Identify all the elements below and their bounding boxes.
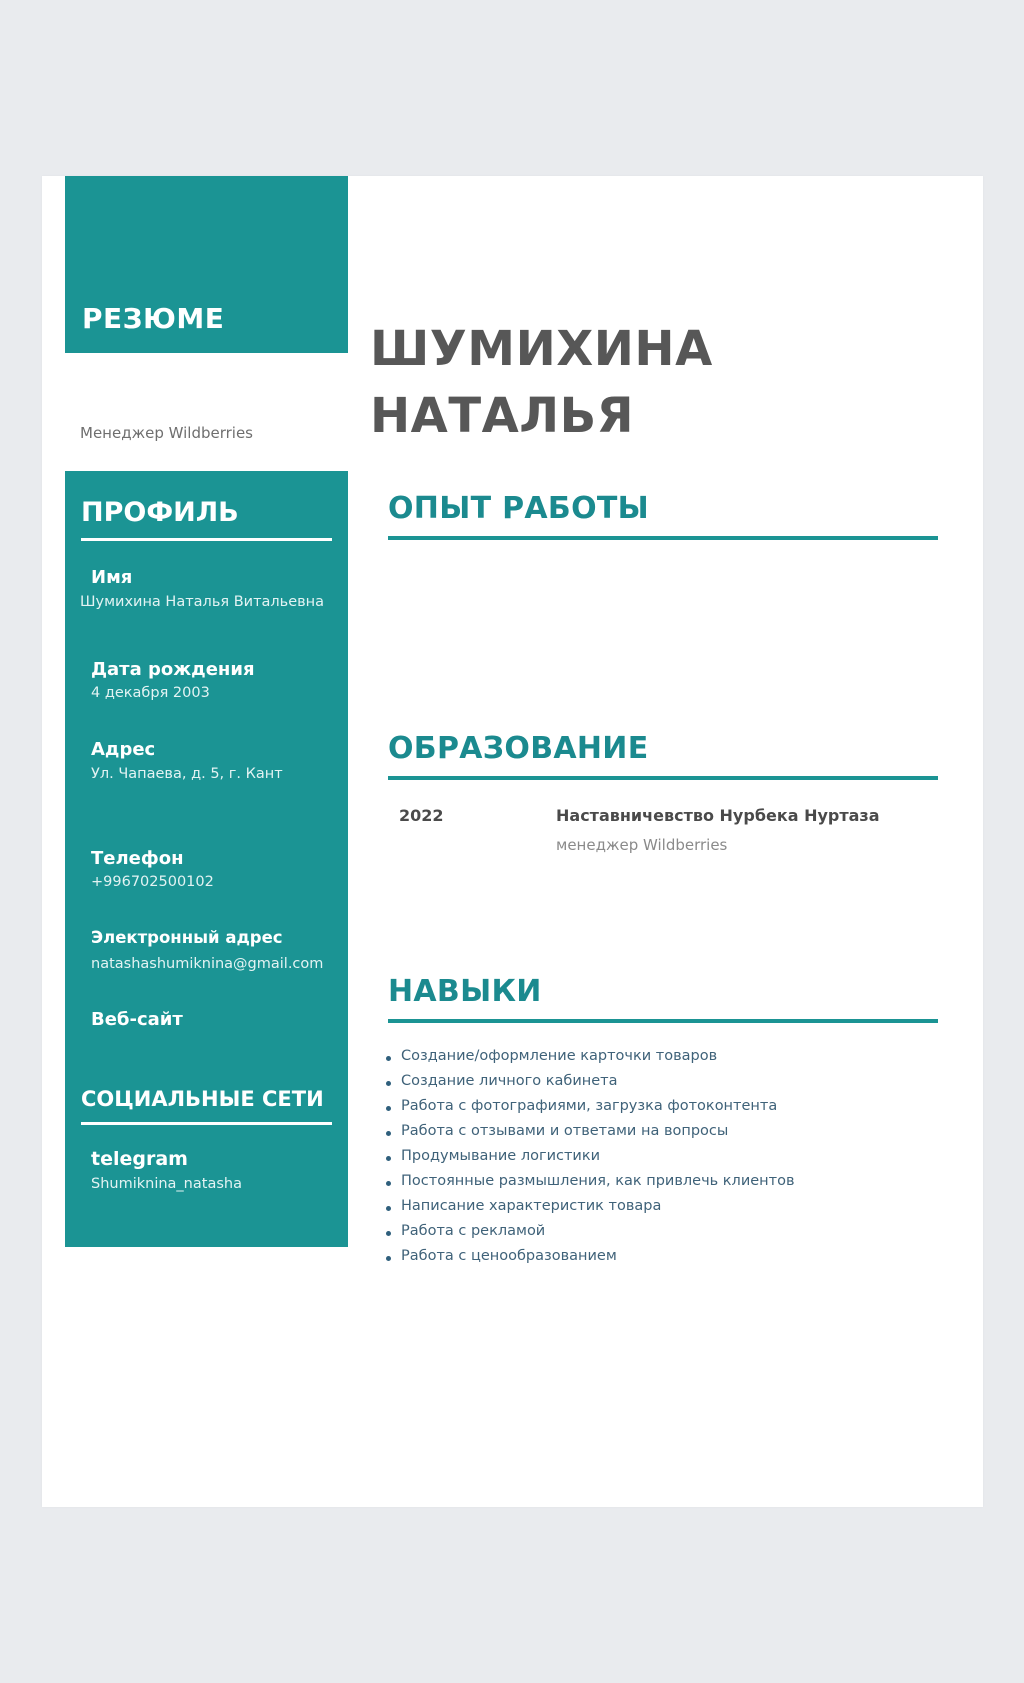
phone-value: +996702500102 <box>91 874 214 890</box>
education-title: Наставничевство Нурбека Нуртаза <box>556 806 880 825</box>
telegram-value: Shumiknina_natasha <box>91 1176 242 1192</box>
education-subtitle: менеджер Wildberries <box>556 836 728 854</box>
email-label: Электронный адрес <box>91 928 283 947</box>
bullet-icon <box>386 1131 391 1136</box>
job-title: Менеджер Wildberries <box>80 424 253 442</box>
skill-text: Работа с отзывами и ответами на вопросы <box>401 1123 729 1139</box>
birth-date-value: 4 декабря 2003 <box>91 685 210 701</box>
profile-sidebar <box>65 471 348 1247</box>
bullet-icon <box>386 1256 391 1261</box>
bullet-icon <box>386 1231 391 1236</box>
education-heading: ОБРАЗОВАНИЕ <box>388 731 649 766</box>
skill-text: Написание характеристик товара <box>401 1198 662 1214</box>
skill-text: Создание личного кабинета <box>401 1073 618 1089</box>
skills-list <box>386 1048 795 1273</box>
name-label: Имя <box>91 567 133 588</box>
birth-date-label: Дата рождения <box>91 659 255 680</box>
skill-text: Работа с ценообразованием <box>401 1248 617 1264</box>
list-item <box>386 1098 795 1123</box>
website-label: Веб-сайт <box>91 1009 183 1030</box>
bullet-icon <box>386 1106 391 1111</box>
profile-divider <box>81 538 332 541</box>
skills-heading: НАВЫКИ <box>388 974 542 1009</box>
phone-label: Телефон <box>91 848 184 869</box>
profile-heading: ПРОФИЛЬ <box>81 497 239 528</box>
list-item <box>386 1123 795 1148</box>
email-value: natashashumiknina@gmail.com <box>91 956 324 972</box>
bullet-icon <box>386 1206 391 1211</box>
bullet-icon <box>386 1056 391 1061</box>
telegram-label: telegram <box>91 1148 188 1170</box>
resume-title-block <box>65 176 348 353</box>
skill-text: Работа с фотографиями, загрузка фотоконтента <box>401 1098 778 1114</box>
resume-title: РЕЗЮМЕ <box>82 302 225 335</box>
skill-text: Постоянные размышления, как привлечь клиентов <box>401 1173 795 1189</box>
social-divider-placeholder <box>81 1122 332 1125</box>
list-item <box>386 1073 795 1098</box>
skill-text: Работа с рекламой <box>401 1223 546 1239</box>
list-item <box>386 1198 795 1223</box>
resume-page <box>42 176 983 1507</box>
education-divider <box>388 776 938 780</box>
bullet-icon <box>386 1081 391 1086</box>
skills-divider <box>388 1019 938 1023</box>
bullet-icon <box>386 1181 391 1186</box>
education-year: 2022 <box>399 806 444 825</box>
experience-divider <box>388 536 938 540</box>
list-item <box>386 1148 795 1173</box>
person-name-heading: ШУМИХИНА НАТАЛЬЯ <box>370 321 713 444</box>
list-item <box>386 1173 795 1198</box>
list-item <box>386 1223 795 1248</box>
skill-text: Создание/оформление карточки товаров <box>401 1048 718 1064</box>
social-heading: СОЦИАЛЬНЫЕ СЕТИ <box>81 1087 324 1111</box>
address-label: Адрес <box>91 739 156 760</box>
name-value: Шумихина Наталья Витальевна <box>80 594 325 610</box>
experience-heading: ОПЫТ РАБОТЫ <box>388 491 650 526</box>
skill-text: Продумывание логистики <box>401 1148 601 1164</box>
bullet-icon <box>386 1156 391 1161</box>
address-value: Ул. Чапаева, д. 5, г. Кант <box>91 766 283 782</box>
list-item <box>386 1048 795 1073</box>
list-item <box>386 1248 795 1273</box>
